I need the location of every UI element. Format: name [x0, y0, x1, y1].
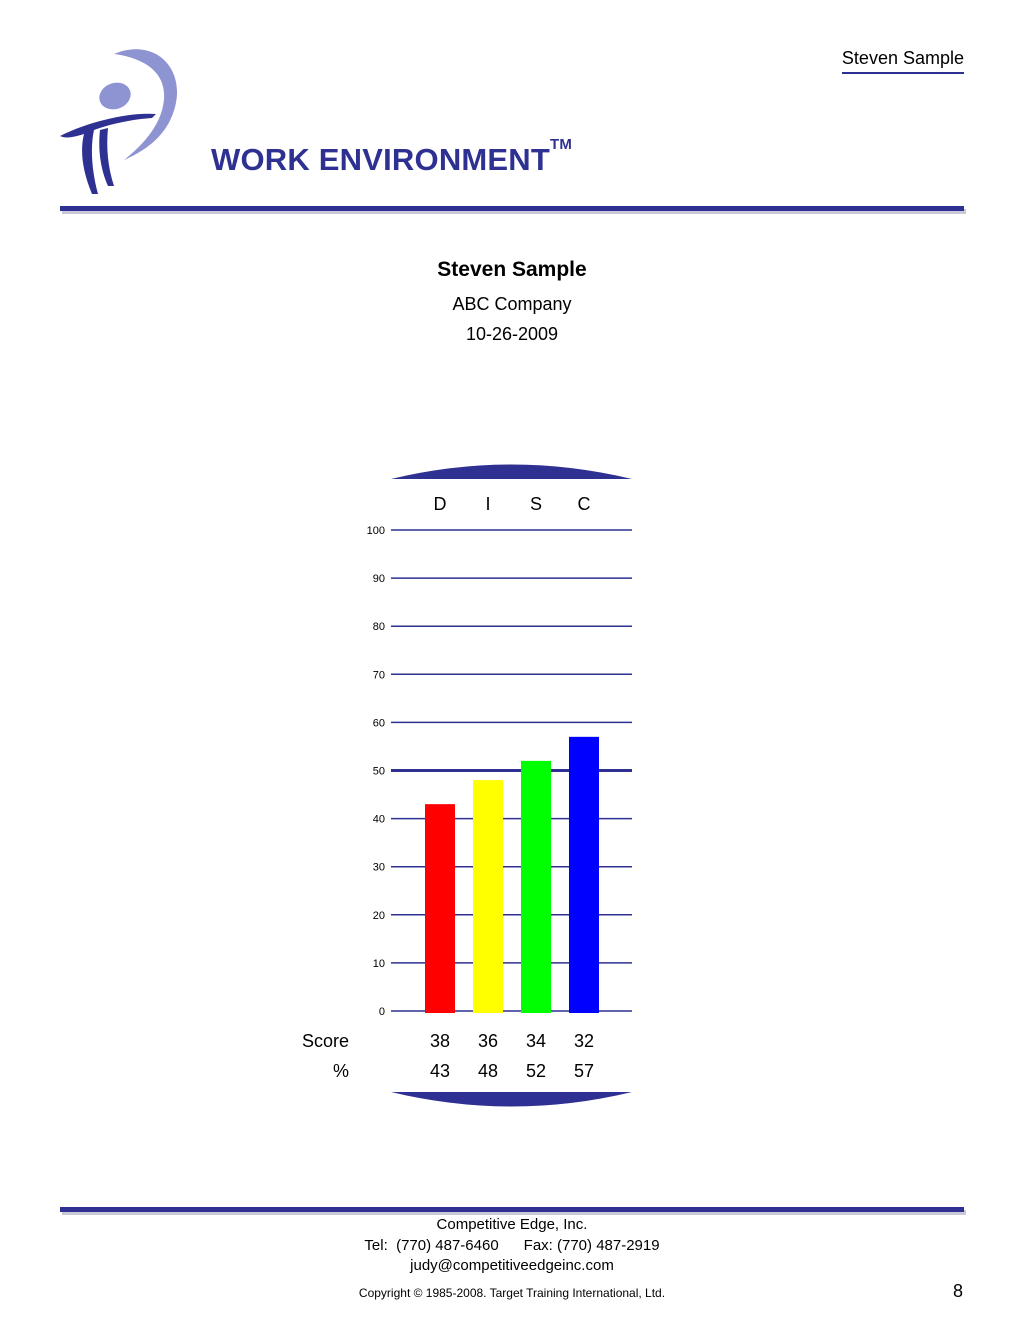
footer-rule	[60, 1207, 964, 1212]
header-person-name: Steven Sample	[842, 48, 964, 74]
footer-email: judy@competitiveedgeinc.com	[410, 1257, 614, 1274]
y-tick-label-40: 40	[372, 813, 385, 826]
y-tick-label-20: 20	[372, 909, 385, 922]
percent-value-i: 48	[477, 1061, 499, 1081]
score-value-s: 34	[525, 1031, 547, 1051]
category-label-c: C	[577, 494, 591, 514]
bar-s	[521, 761, 551, 1013]
bar-d	[425, 804, 455, 1013]
percent-value-c: 57	[573, 1061, 595, 1081]
category-label-s: S	[529, 494, 543, 514]
percent-value-d: 43	[429, 1061, 451, 1081]
bar-i	[473, 780, 503, 1013]
y-tick-label-100: 100	[366, 525, 385, 537]
score-value-d: 38	[429, 1031, 451, 1051]
y-tick-label-0: 0	[378, 1006, 385, 1018]
report-company: ABC Company	[452, 294, 572, 314]
score-value-c: 32	[573, 1031, 595, 1051]
chart-bottom-cap	[391, 1092, 632, 1107]
category-label-i: I	[485, 494, 491, 514]
score-value-i: 36	[477, 1031, 499, 1051]
y-tick-label-90: 90	[372, 573, 385, 586]
score-row-label: Score	[301, 1031, 349, 1051]
y-tick-label-80: 80	[372, 621, 385, 634]
y-tick-label-10: 10	[372, 957, 385, 970]
report-person-name: Steven Sample	[437, 258, 587, 281]
y-tick-label-50: 50	[372, 765, 385, 778]
percent-row-label: %	[332, 1061, 349, 1081]
footer-company: Competitive Edge, Inc.	[436, 1216, 588, 1233]
y-tick-label-60: 60	[372, 717, 385, 730]
footer-copyright: Copyright © 1985-2008. Target Training International, Ltd.	[358, 1286, 666, 1300]
report-date: 10-26-2009	[465, 324, 559, 344]
footer-phones: Tel: (770) 487-6460 Fax: (770) 487-2919	[364, 1237, 660, 1254]
chart-top-cap	[391, 465, 632, 480]
y-tick-label-70: 70	[372, 669, 385, 682]
page-title-text: WORK ENVIRONMENT	[211, 142, 551, 177]
y-tick-label-30: 30	[372, 861, 385, 874]
category-label-d: D	[433, 494, 447, 514]
bar-c	[569, 737, 599, 1013]
page-number: 8	[952, 1281, 963, 1301]
trademark-mark: TM	[550, 136, 573, 153]
percent-value-s: 52	[525, 1061, 547, 1081]
